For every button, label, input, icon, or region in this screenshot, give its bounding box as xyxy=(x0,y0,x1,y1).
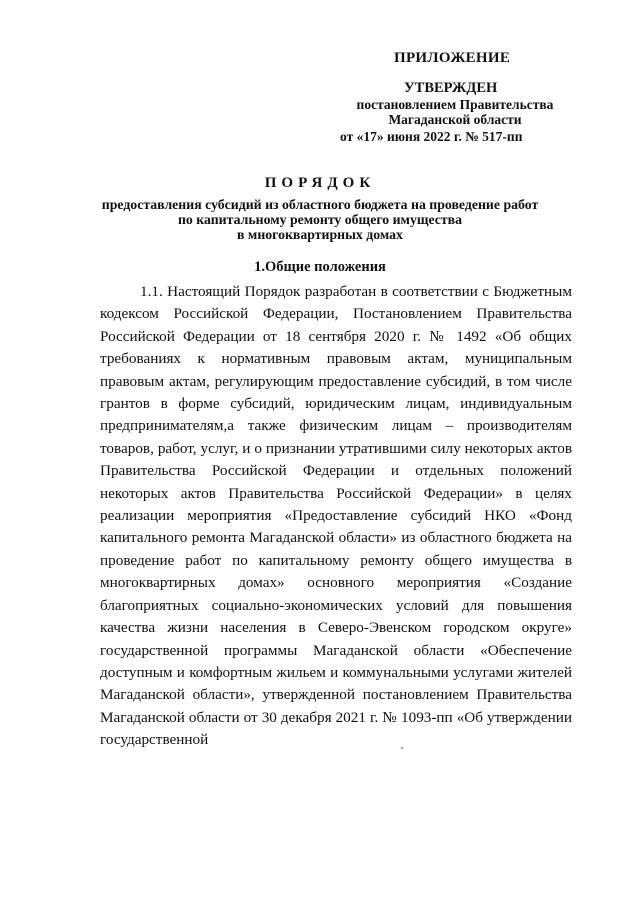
document-title: ПОРЯДОК xyxy=(264,175,376,191)
approved-label: УТВЕРЖДЕН xyxy=(404,80,498,96)
body-paragraph: 1.1. Настоящий Порядок разработан в соответствии с Бюджетным кодексом Российской Федерации, Постановлением Правительства Российской Федерации от 18 сентября 2020 г. № 1492 «Об общих требованиях к нормативным правовым актам, муниципальным правовым актам, регулирующим предоставление субсидий, в том числе грантов в форме субсидий, юридическим лицам, индивидуальным предпринимателям,а также физическим лицам – производителям товаров, работ, услуг, и о признании утратившими силу некоторых актов Правительства Российской Федерации и отдельных положений некоторых актов Правительства Российской Федерации» в целях реализации мероприятия «Предоставление субсидий НКО «Фонд капитального ремонта Магаданской области» из областного бюджета на проведение работ по капитальному ремонту общего имущества в многоквартирных домах» основного мероприятия «Создание благоприятных социально-экономических условий для повышения качества жизни населения в Северо-Эвенском городском округе» государственной программы Магаданской области «Обеспечение доступным и комфортным жильем и коммунальными услугами жителей Магаданской области», утвержденной постановлением Правительства Магаданской области от 30 декабря 2021 г. № 1093-пп «Об утверждении государственной xyxy=(100,283,572,749)
annex-label: ПРИЛОЖЕНИЕ xyxy=(394,50,511,66)
subtitle-line-2: по капитальному ремонту общего имущества xyxy=(177,212,463,227)
section-heading: 1.Общие положения xyxy=(254,259,386,275)
decree-date: от «17» июня 2022 г. № 517-пп xyxy=(340,129,523,144)
subtitle-line-3: в многоквартирных домах xyxy=(237,227,403,242)
decree-line-1: постановлением Правительства xyxy=(356,97,554,112)
document-subtitle xyxy=(60,197,580,242)
decree-line-2: Магаданской области xyxy=(388,112,522,127)
scan-artifact xyxy=(401,747,403,749)
subtitle-line-1: предоставления субсидий из областного бюджета на проведение работ xyxy=(101,197,539,212)
decree-reference xyxy=(338,97,572,127)
